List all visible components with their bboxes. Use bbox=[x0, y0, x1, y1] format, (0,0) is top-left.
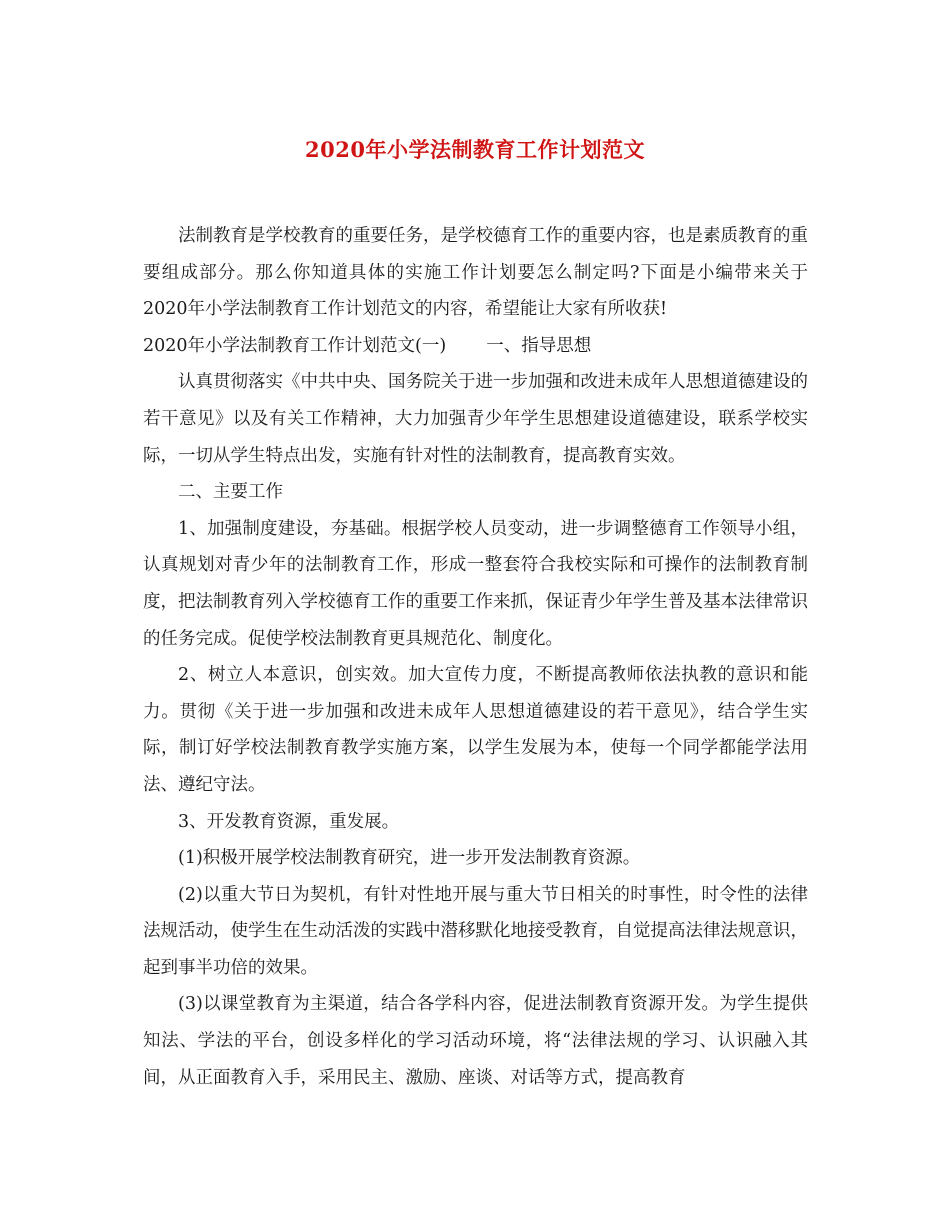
sub-title: 2020年小学法制教育工作计划范文(一) bbox=[143, 335, 447, 356]
item3-paragraph: 3、开发教育资源，重发展。 bbox=[178, 811, 400, 832]
section1-heading: 一、指导思想 bbox=[486, 335, 592, 356]
item3-1-paragraph: (1)积极开展学校法制教育研究，进一步开发法制教育资源。 bbox=[178, 848, 641, 869]
intro-paragraph: 法制教育是学校教育的重要任务，是学校德育工作的重要内容，也是素质教育的重要组成部分。那么你知道具体的实施工作计划要怎么制定吗?下面是小编带来关于2020年小学法制教育工作计划范文的内容，希望能让大家有所收获! bbox=[143, 226, 808, 320]
item3-2-paragraph: (2)以重大节日为契机，有针对性地开展与重大节日相关的时事性，时令性的法律法规活动，使学生在生动活泼的实践中潜移默化地接受教育，自觉提高法律法规意识，起到事半功倍的效果。 bbox=[143, 884, 808, 978]
section2-heading: 二、主要工作 bbox=[178, 482, 283, 503]
document-title: 2020年小学法制教育工作计划范文 bbox=[305, 137, 645, 162]
item1-paragraph: 1、加强制度建设，夯基础。根据学校人员变动，进一步调整德育工作领导小组，认真规划对青少年的法制教育工作，形成一整套符合我校实际和可操作的法制教育制度，把法制教育列入学校德育工作的重要工作来抓，保证青少年学生普及基本法律常识的任务完成。促使学校法制教育更具规范化、制度化。 bbox=[143, 518, 808, 649]
item2-paragraph: 2、树立人本意识，创实效。加大宣传力度，不断提高教师依法执教的意识和能力。贯彻《关于进一步加强和改进未成年人思想道德建设的若干意见》，结合学生实际，制订好学校法制教育教学实施方案，以学生发展为本，使每一个同学都能学法用法、遵纪守法。 bbox=[143, 665, 808, 795]
item3-3-paragraph: (3)以课堂教育为主渠道，结合各学科内容，促进法制教育资源开发。为学生提供知法、学法的平台，创设多样化的学习活动环境，将“法律法规的学习、认识融入其间，从正面教育入手，采用民主、激励、座谈、对话等方式，提高教育 bbox=[143, 994, 808, 1088]
section1-paragraph: 认真贯彻落实《中共中央、国务院关于进一步加强和改进未成年人思想道德建设的若干意见》以及有关工作精神，大力加强青少年学生思想建设道德建设，联系学校实际，一切从学生特点出发，实施有针对性的法制教育，提高教育实效。 bbox=[143, 372, 808, 466]
document-body bbox=[143, 218, 808, 1096]
subtitle-line bbox=[143, 328, 808, 365]
